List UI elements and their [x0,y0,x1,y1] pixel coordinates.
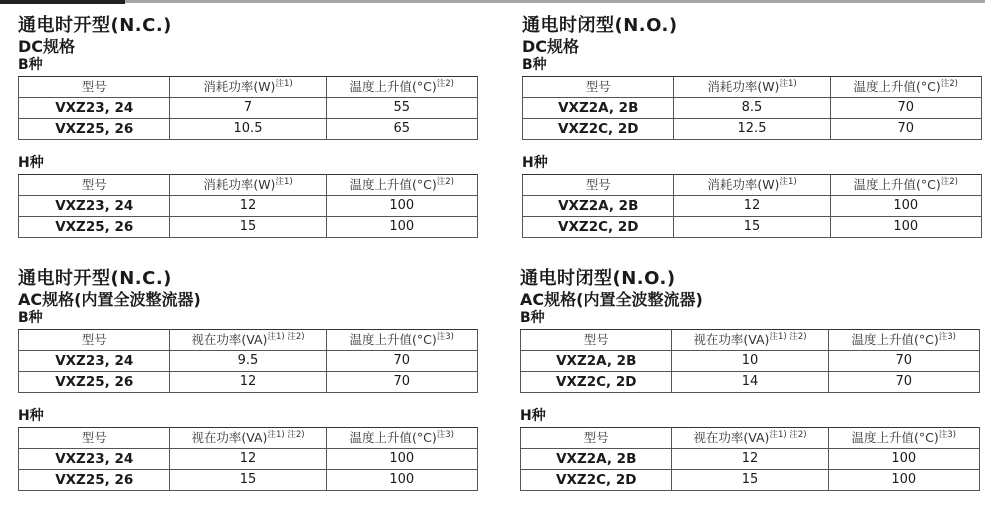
cell-power: 10 [672,351,828,372]
footnote-ref: 注3) [436,429,454,440]
header-power: 视在功率(VA)$^{注1) 注2)}$ [672,330,828,351]
table-row [19,196,478,217]
footnote-ref: 注3) [938,429,956,440]
spec-table-b [522,76,982,140]
section-title: 通电时闭型(N.O.) [520,268,676,289]
cell-model: VXZ23, 24 [19,449,170,470]
cell-model: VXZ2C, 2D [521,372,672,393]
cell-temp: 100 [326,217,477,238]
footnote-ref: 注2) [436,176,454,187]
table-row [523,119,982,140]
footnote-ref: 注1) [779,176,797,187]
footnote-ref: 注1) 注2) [267,429,305,440]
cell-power: 8.5 [674,98,830,119]
footnote-ref: 注1) 注2) [267,331,305,342]
cell-power: 12 [170,196,326,217]
table-row [523,196,982,217]
type-label: B种 [520,310,545,326]
header-temp: 温度上升值$(^\circ C)^{注3)}$ [828,428,979,449]
footnote-ref: 注1) [275,176,293,187]
section-spec: AC规格(内置全波整流器) [18,290,201,309]
cell-temp: 100 [326,449,477,470]
top-rule [0,0,1000,4]
cell-model: VXZ2C, 2D [523,119,674,140]
cell-temp: 100 [326,196,477,217]
section-spec: AC规格(内置全波整流器) [520,290,703,309]
type-label: B种 [522,57,547,73]
header-temp: 温度上升值$(^\circ C)^{注3)}$ [828,330,979,351]
header-temp: 温度上升值$(^\circ C)^{注2)}$ [326,175,477,196]
cell-power: 9.5 [170,351,326,372]
table-row [521,351,980,372]
type-label: H种 [520,408,546,424]
cell-model: VXZ25, 26 [19,372,170,393]
cell-power: 7 [170,98,326,119]
table-row [521,372,980,393]
header-power: 视在功率(VA)$^{注1) 注2)}$ [672,428,828,449]
section-dc-nc [18,14,478,238]
header-model: 型号 [19,175,170,196]
table-header-row [19,175,478,196]
cell-model: VXZ2A, 2B [523,98,674,119]
spec-table-b [520,329,980,393]
table-row [19,217,478,238]
table-row [523,98,982,119]
footnote-ref: 注2) [940,176,958,187]
spec-table-h [522,174,982,238]
footnote-ref: 注1) [779,78,797,89]
cell-model: VXZ23, 24 [19,196,170,217]
cell-power: 12 [674,196,830,217]
header-model: 型号 [19,330,170,351]
footnote-ref: 注2) [436,78,454,89]
table-header-row [19,428,478,449]
cell-temp: 55 [326,98,477,119]
table-header-row [523,77,982,98]
cell-model: VXZ25, 26 [19,470,170,491]
header-model: 型号 [19,428,170,449]
table-row [19,98,478,119]
cell-power: 12 [170,449,326,470]
table-row [19,449,478,470]
cell-temp: 100 [828,449,979,470]
cell-model: VXZ2C, 2D [523,217,674,238]
cell-temp: 70 [326,372,477,393]
cell-temp: 100 [828,470,979,491]
section-title: 通电时开型(N.C.) [18,268,172,289]
table-header-row [19,77,478,98]
header-model: 型号 [521,330,672,351]
section-dc-no [522,14,982,238]
header-temp: 温度上升值$(^\circ C)^{注3)}$ [326,330,477,351]
header-power: 视在功率(VA)$^{注1) 注2)}$ [170,330,326,351]
cell-power: 15 [672,470,828,491]
footnote-ref: 注3) [436,331,454,342]
header-power: 消耗功率$(W)^{注1)}$ [674,175,830,196]
header-temp: 温度上升值$(^\circ C)^{注2)}$ [830,175,981,196]
cell-temp: 100 [326,470,477,491]
header-model: 型号 [523,77,674,98]
footnote-ref: 注1) [275,78,293,89]
footnote-ref: 注1) 注2) [769,429,807,440]
cell-model: VXZ2A, 2B [521,351,672,372]
type-label: B种 [18,310,43,326]
cell-temp: 100 [830,196,981,217]
header-model: 型号 [521,428,672,449]
spec-table-h [18,427,478,491]
cell-power: 15 [170,217,326,238]
section-spec: DC规格 [522,37,580,56]
cell-power: 10.5 [170,119,326,140]
table-row [521,449,980,470]
cell-temp: 100 [830,217,981,238]
section-title: 通电时开型(N.C.) [18,15,172,36]
cell-temp: 70 [830,98,981,119]
spec-table-b [18,76,478,140]
header-model: 型号 [523,175,674,196]
section-title: 通电时闭型(N.O.) [522,15,678,36]
type-label: B种 [18,57,43,73]
cell-power: 12.5 [674,119,830,140]
header-power: 消耗功率$(W)^{注1)}$ [674,77,830,98]
table-row [19,351,478,372]
top-rule-gray-segment [125,0,985,3]
cell-model: VXZ2C, 2D [521,470,672,491]
section-ac-nc [18,267,478,491]
section-ac-no [520,267,980,491]
spec-table-h [520,427,980,491]
table-header-row [19,330,478,351]
spec-table-b [18,329,478,393]
table-row [19,119,478,140]
cell-temp: 70 [326,351,477,372]
cell-power: 15 [170,470,326,491]
table-row [523,217,982,238]
table-row [19,470,478,491]
header-temp: 温度上升值$(^\circ C)^{注3)}$ [326,428,477,449]
header-power: 消耗功率$(W)^{注1)}$ [170,77,326,98]
footnote-ref: 注2) [940,78,958,89]
table-header-row [521,428,980,449]
table-header-row [523,175,982,196]
cell-model: VXZ25, 26 [19,119,170,140]
cell-temp: 70 [828,351,979,372]
table-header-row [521,330,980,351]
section-spec: DC规格 [18,37,76,56]
cell-power: 12 [672,449,828,470]
spec-table-h [18,174,478,238]
footnote-ref: 注3) [938,331,956,342]
header-model: 型号 [19,77,170,98]
cell-power: 15 [674,217,830,238]
cell-temp: 70 [828,372,979,393]
cell-model: VXZ2A, 2B [521,449,672,470]
type-label: H种 [18,155,44,171]
table-row [19,372,478,393]
header-power: 视在功率(VA)$^{注1) 注2)}$ [170,428,326,449]
cell-power: 14 [672,372,828,393]
top-rule-dark-segment [0,0,125,4]
header-power: 消耗功率$(W)^{注1)}$ [170,175,326,196]
type-label: H种 [522,155,548,171]
type-label: H种 [18,408,44,424]
header-temp: 温度上升值$(^\circ C)^{注2)}$ [326,77,477,98]
cell-power: 12 [170,372,326,393]
footnote-ref: 注1) 注2) [769,331,807,342]
cell-model: VXZ2A, 2B [523,196,674,217]
header-temp: 温度上升值$(^\circ C)^{注2)}$ [830,77,981,98]
table-row [521,470,980,491]
cell-model: VXZ25, 26 [19,217,170,238]
cell-temp: 70 [830,119,981,140]
cell-temp: 65 [326,119,477,140]
cell-model: VXZ23, 24 [19,351,170,372]
cell-model: VXZ23, 24 [19,98,170,119]
